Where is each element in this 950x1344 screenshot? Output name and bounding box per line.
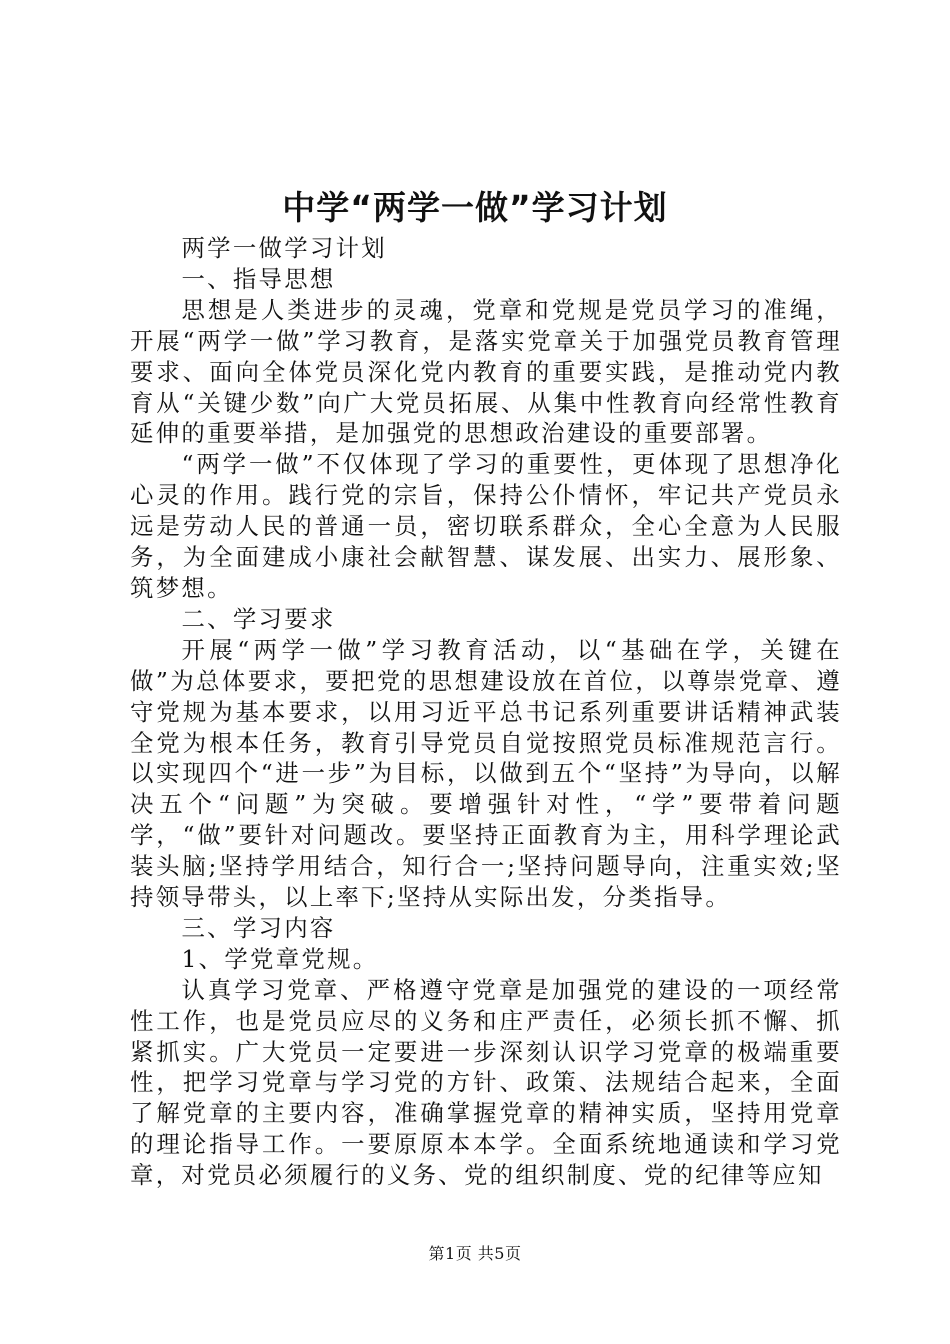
paragraph: 开展“两学一做”学习教育活动，以“基础在学，关键在做”为总体要求，要把党的思想建设放在首位，以尊崇党章、遵守党规为基本要求，以用习近平总书记系列重要讲话精神武装全党为根本任务，教育引导党员自觉按照党员标准规范言行。以实现四个“进一步”为目标，以做到五个“坚持”为导向，以解决五个“问题”为突破。要增强针对性，“学”要带着问题学，“做”要针对问题改。要坚持正面教育为主，用科学理论武装头脑;坚持学用结合，知行合一;坚持问题导向，注重实效;坚持领导带头，以上率下;坚持从实际出发，分类指导。 <box>130 635 842 912</box>
document-title: 中学“两学一做”学习计划 <box>282 188 668 227</box>
subsection-heading: 1、学党章党规。 <box>181 944 379 973</box>
paragraph: “两学一做”不仅体现了学习的重要性，更体现了思想净化心灵的作用。践行党的宗旨，保持公仆情怀，牢记共产党员永远是劳动人民的普通一员，密切联系群众，全心全意为人民服务，为全面建成小康社会献智慧、谋发展、出实力、展形象、筑梦想。 <box>130 450 842 602</box>
section-heading-requirements: 二、学习要求 <box>181 604 336 633</box>
page-number-footer: 第1页 共5页 <box>428 1244 522 1263</box>
section-heading-content: 三、学习内容 <box>181 913 336 942</box>
paragraph: 认真学习党章、严格遵守党章是加强党的建设的一项经常性工作，也是党员应尽的义务和庄严责任，必须长抓不懈、抓紧抓实。广大党员一定要进一步深刻认识学习党章的极端重要性，把学习党章与学习党的方针、政策、法规结合起来，全面了解党章的主要内容，准确掌握党章的精神实质，坚持用党章的理论指导工作。一要原原本本学。全面系统地通读和学习党章，对党员必须履行的义务、党的组织制度、党的纪律等应知 <box>130 975 842 1190</box>
section-heading-guiding-thought: 一、指导思想 <box>181 264 336 293</box>
document-body <box>130 233 842 1191</box>
paragraph-subtitle: 两学一做学习计划 <box>181 234 387 262</box>
paragraph: 思想是人类进步的灵魂，党章和党规是党员学习的准绳，开展“两学一做”学习教育，是落实党章关于加强党员教育管理要求、面向全体党员深化党内教育的重要实践，是推动党内教育从“关键少数”向广大党员拓展、从集中性教育向经常性教育延伸的重要举措，是加强党的思想政治建设的重要部署。 <box>130 295 842 448</box>
